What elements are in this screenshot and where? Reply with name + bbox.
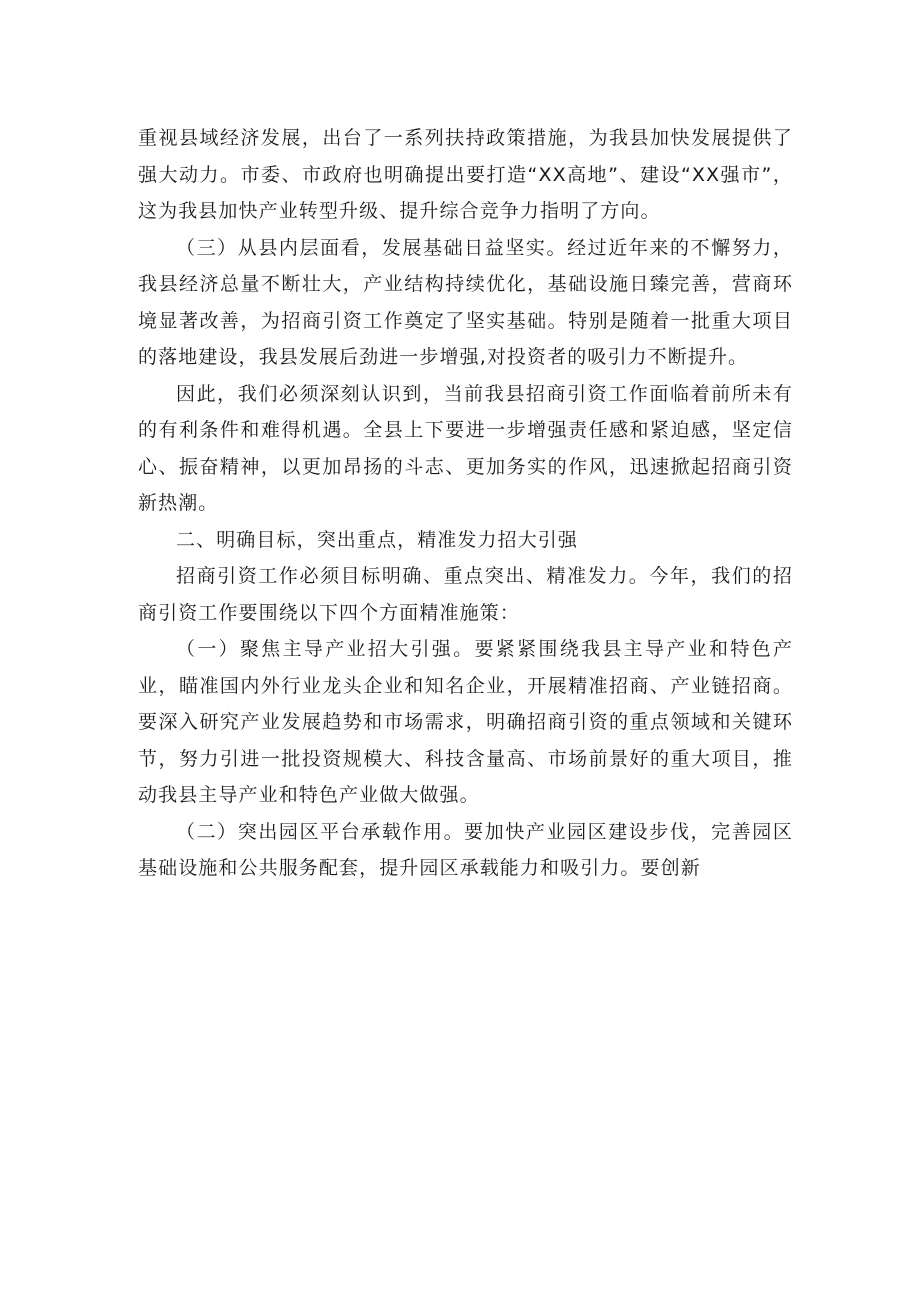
section-heading: 二、明确目标，突出重点，精准发力招大引强 <box>176 528 579 551</box>
paragraph-county-foundation: （三）从县内层面看，发展基础日益坚实。经过近年来的不懈努力，我县经济总量不断壮大，产业结构持续优化，基础设施日臻完善，营商环境显著改善，为招商引资工作奠定了坚实基础。特别是随着一批重大项目的落地建设，我县发展后劲进一步增强,对投资者的吸引力不断提升。 <box>138 236 793 368</box>
paragraph-continuation: 重视县域经济发展，出台了一系列扶持政策措施，为我县加快发展提供了强大动力。市委、市政府也明确提出要打造“XX高地”、建设“XX强市”，这为我县加快产业转型升级、提升综合竞争力指明了方向。 <box>138 127 793 222</box>
paragraph-conclusion: 因此，我们必须深刻认识到，当前我县招商引资工作面临着前所未有的有利条件和难得机遇。全县上下要进一步增强责任感和紧迫感，坚定信心、振奋精神，以更加昂扬的斗志、更加务实的作风，迅速掀起招商引资新热潮。 <box>138 382 793 514</box>
paragraph-targets-intro: 招商引资工作必须目标明确、重点突出、精准发力。今年，我们的招商引资工作要围绕以下四个方面精准施策： <box>138 565 793 624</box>
document-body <box>138 120 793 887</box>
paragraph-leading-industries: （一）聚焦主导产业招大引强。要紧紧围绕我县主导产业和特色产业，瞄准国内外行业龙头企业和知名企业，开展精准招商、产业链招商。要深入研究产业发展趋势和市场需求，明确招商引资的重点领域和关键环节，努力引进一批投资规模大、科技含量高、市场前景好的重大项目，推动我县主导产业和特色产业做大做强。 <box>138 638 793 806</box>
paragraph-industrial-parks: （二）突出园区平台承载作用。要加快产业园区建设步伐，完善园区基础设施和公共服务配套，提升园区承载能力和吸引力。要创新 <box>138 820 793 879</box>
